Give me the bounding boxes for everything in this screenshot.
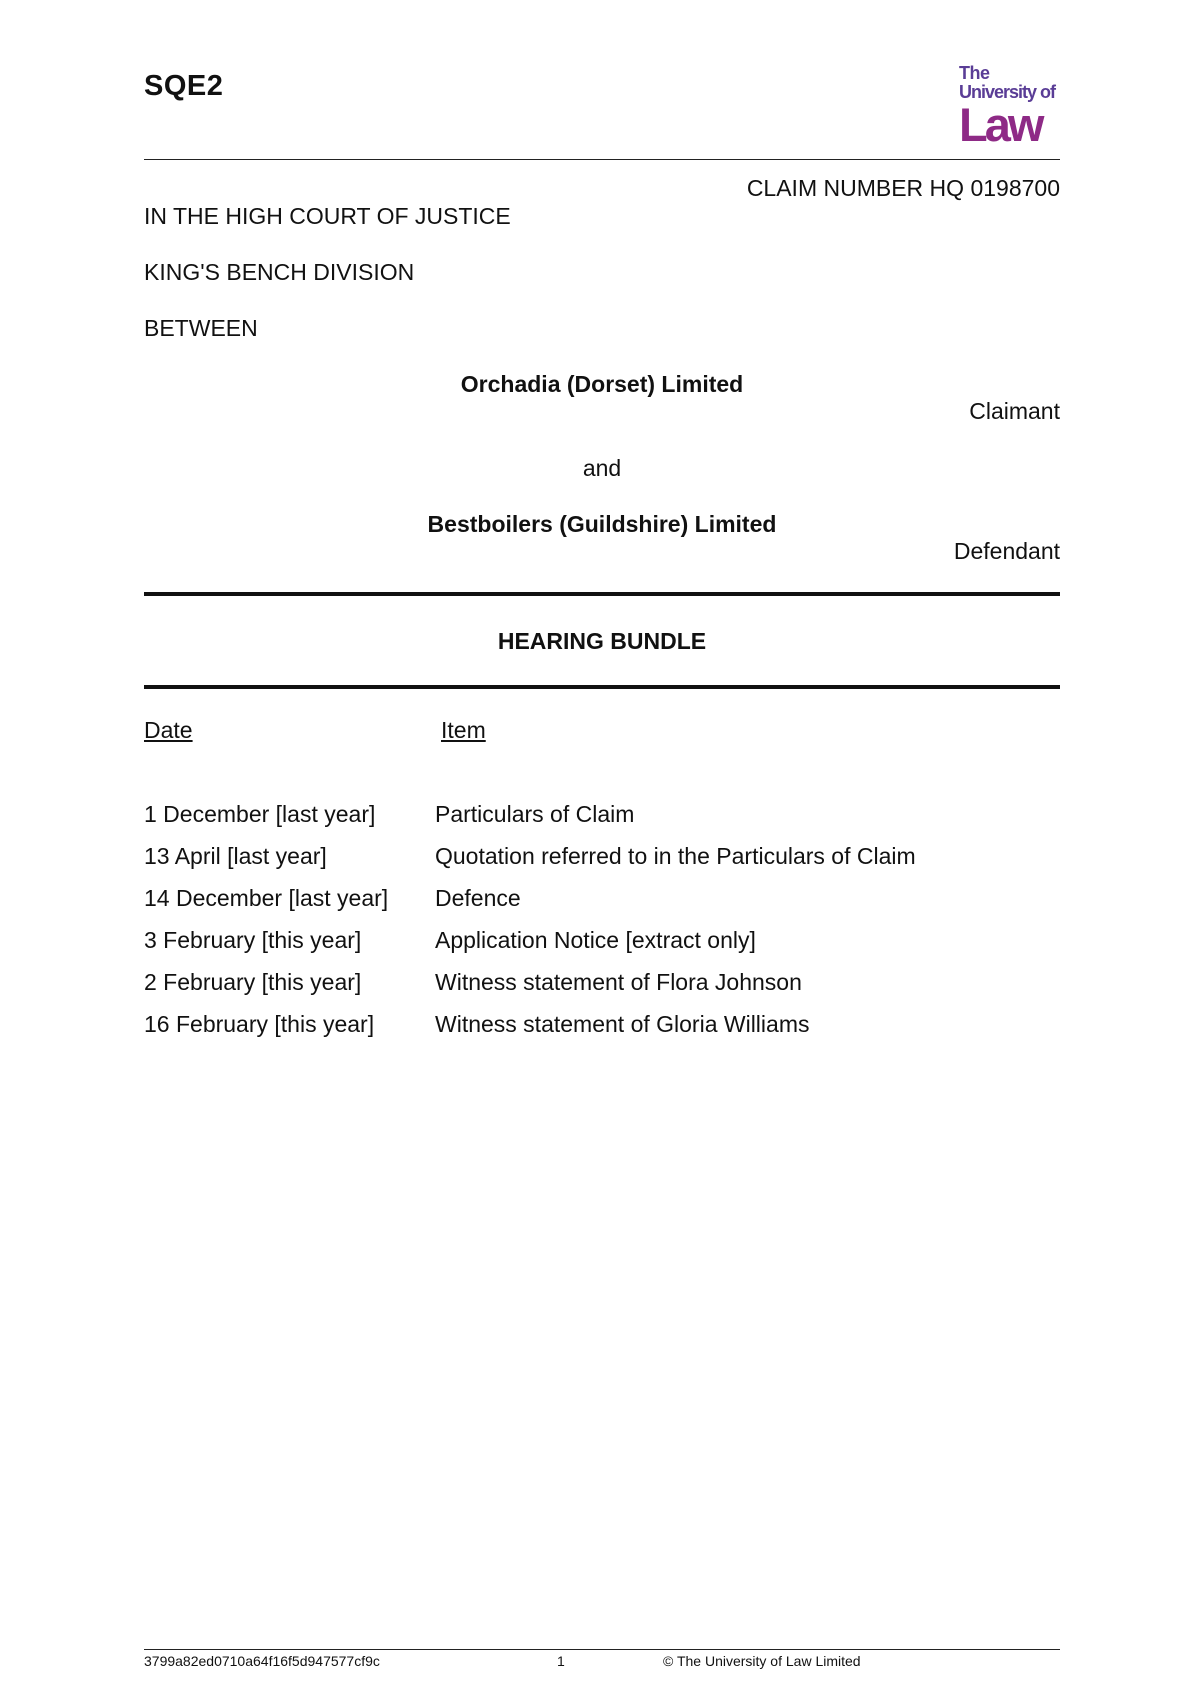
defendant-role: Defendant xyxy=(953,538,1060,564)
table-row-item: Particulars of Claim xyxy=(435,801,635,827)
defendant-name: Bestboilers (Guildshire) Limited xyxy=(427,511,777,537)
document-code: SQE2 xyxy=(144,70,224,102)
footer-copyright: © The University of Law Limited xyxy=(663,1653,861,1669)
logo-line-the: The xyxy=(959,63,990,83)
column-header-date: Date xyxy=(144,717,193,743)
parties-conjunction: and xyxy=(582,455,622,481)
table-row-item: Defence xyxy=(435,885,521,911)
court-division: KING'S BENCH DIVISION xyxy=(144,259,415,285)
claimant-name: Orchadia (Dorset) Limited xyxy=(460,371,744,397)
claim-number: CLAIM NUMBER HQ 0198700 xyxy=(746,175,1060,201)
table-row-item: Witness statement of Gloria Williams xyxy=(435,1011,810,1037)
table-row-date: 13 April [last year] xyxy=(144,843,327,869)
claimant-role: Claimant xyxy=(969,398,1060,424)
court-name: IN THE HIGH COURT OF JUSTICE xyxy=(144,203,511,229)
footer-document-hash: 3799a82ed0710a64f16f5d947577cf9c xyxy=(144,1653,380,1669)
logo-line-law: Law xyxy=(959,98,1042,151)
table-row-date: 16 February [this year] xyxy=(144,1011,375,1037)
table-row-date: 3 February [this year] xyxy=(144,927,362,953)
table-row-date: 1 December [last year] xyxy=(144,801,376,827)
footer-divider xyxy=(144,1649,1060,1650)
header-divider xyxy=(144,159,1060,160)
table-row-item: Quotation referred to in the Particulars of Claim xyxy=(435,843,916,869)
between-label: BETWEEN xyxy=(144,315,258,341)
university-logo xyxy=(959,63,1059,151)
table-row-item: Witness statement of Flora Johnson xyxy=(435,969,802,995)
bundle-title-top-rule xyxy=(144,592,1060,596)
table-row-item: Application Notice [extract only] xyxy=(435,927,756,953)
logo-line-university: University of xyxy=(959,82,1056,102)
table-row-date: 2 February [this year] xyxy=(144,969,362,995)
column-header-item: Item xyxy=(441,717,486,743)
table-row-date: 14 December [last year] xyxy=(144,885,389,911)
bundle-title: HEARING BUNDLE xyxy=(497,628,707,654)
footer-page-number: 1 xyxy=(557,1653,565,1669)
bundle-title-bottom-rule xyxy=(144,685,1060,689)
